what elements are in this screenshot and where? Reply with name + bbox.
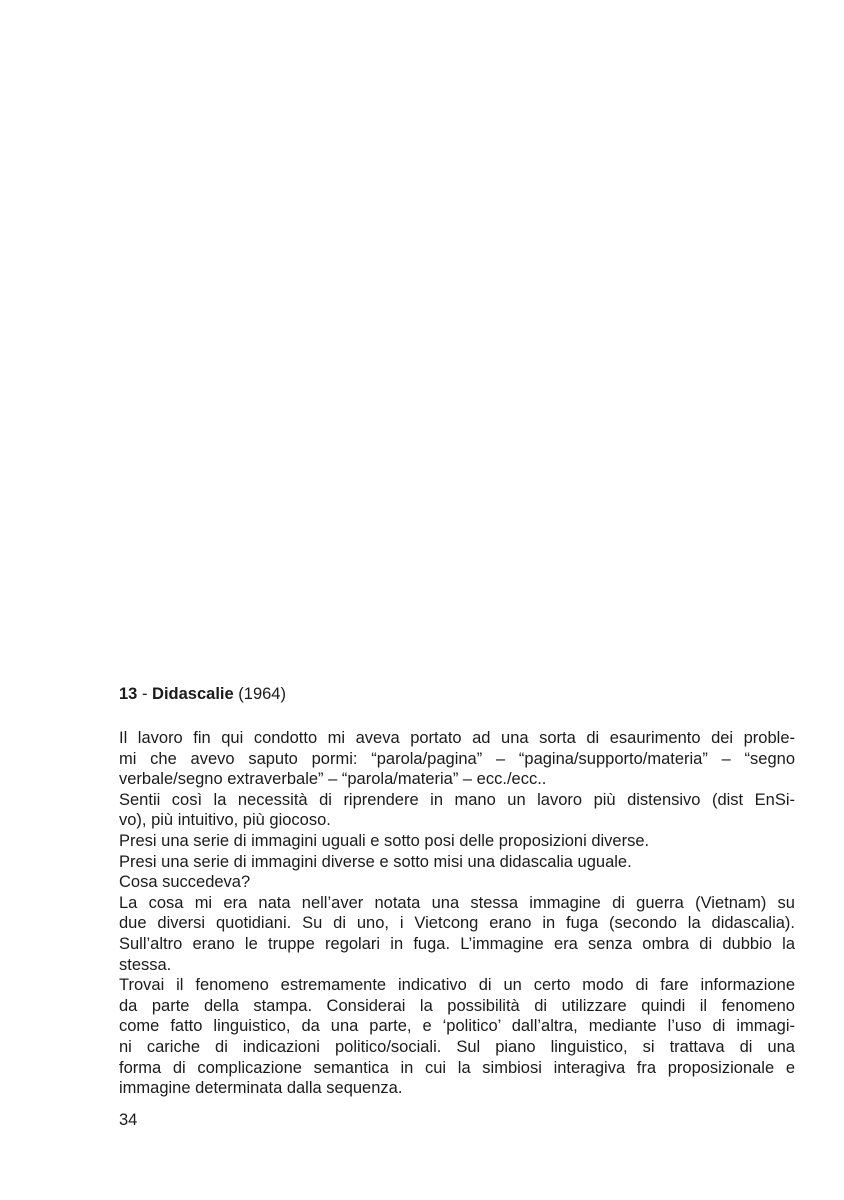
text-line: stessa. [119, 955, 172, 974]
text-line: Il lavoro fin qui condotto mi aveva portato ad una sorta di esaurimento dei proble- [119, 729, 795, 747]
text-line: come fatto linguistico, da una parte, e ‘politico’ dall’altra, mediante l’uso di immagi- [119, 1017, 795, 1036]
text-line: ni cariche di indicazioni politico/sociali. Sul piano linguistico, si trattava di una [119, 1037, 795, 1056]
text-line: Sull’altro erano le truppe regolari in fuga. L’immagine era senza ombra di dubbio la [119, 934, 795, 953]
page-number: 34 [119, 1111, 138, 1129]
section-title: Didascalie [152, 685, 234, 703]
text-line: Cosa succedeva? [119, 873, 251, 892]
text-line: Presi una serie di immagini diverse e sotto misi una didascalia uguale. [119, 852, 632, 871]
text-line: forma di complicazione semantica in cui la simbiosi interagiva fra proposizionale e [119, 1058, 795, 1077]
text-line: Trovai il fenomeno estremamente indicativo di un certo modo di fare informazione [119, 976, 795, 995]
text-line: due diversi quotidiani. Su di uno, i Vietcong erano in fuga (secondo la didascalia). [119, 914, 795, 933]
section-year: (1964) [238, 685, 286, 703]
text-line: immagine determinata dalla sequenza. [119, 1079, 403, 1098]
text-line: mi che avevo saputo pormi: “parola/pagina” – “pagina/supporto/materia” – “segno [119, 749, 795, 768]
text-line: Presi una serie di immagini uguali e sotto posi delle proposizioni diverse. [119, 831, 650, 850]
section-heading [119, 684, 286, 704]
text-line: Sentii così la necessità di riprendere in mano un lavoro più distensivo (dist EnSi- [119, 790, 795, 809]
text-line: vo), più intuitivo, più giocoso. [119, 811, 331, 830]
text-line: da parte della stampa. Considerai la possibilità di utilizzare quindi il fenomeno [119, 996, 795, 1015]
body-paragraphs [119, 728, 795, 1099]
text-line: La cosa mi era nata nell’aver notata una stessa immagine di guerra (Vietnam) su [119, 893, 795, 912]
section-number: 13 [119, 685, 138, 703]
text-line: verbale/segno extraverbale” – “parola/materia” – ecc./ecc.. [119, 770, 547, 789]
heading-separator: - [141, 685, 148, 703]
